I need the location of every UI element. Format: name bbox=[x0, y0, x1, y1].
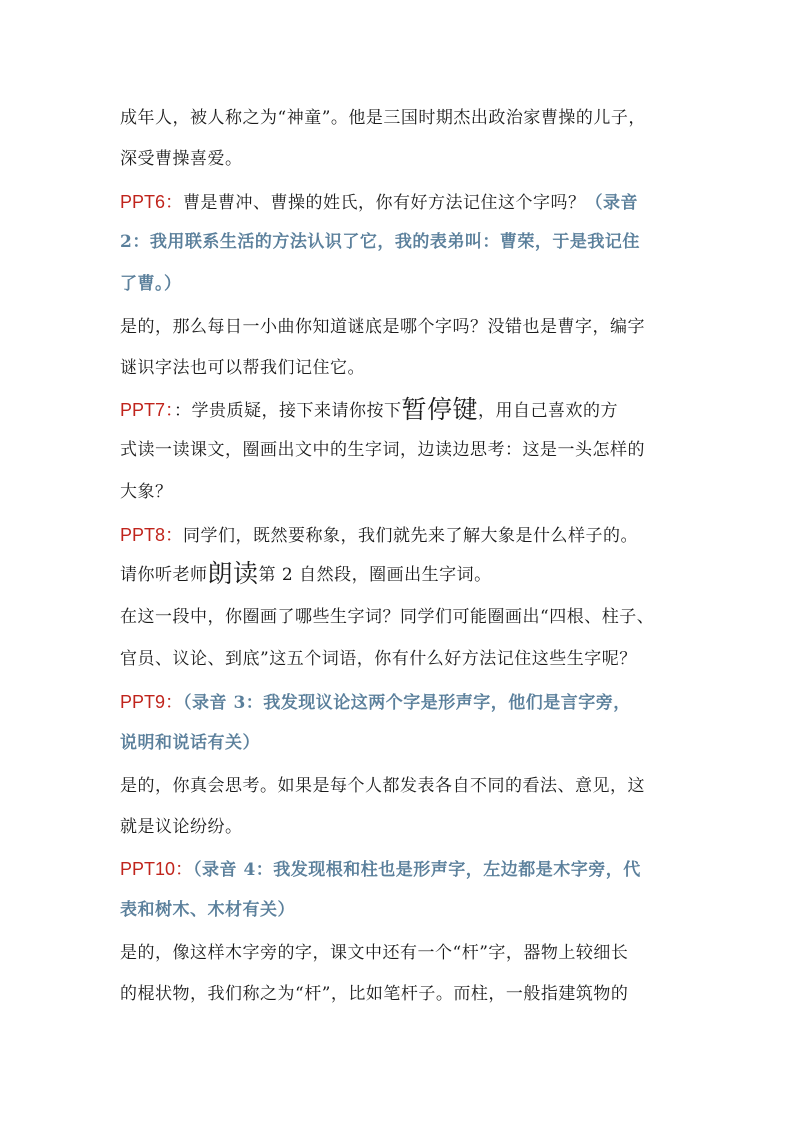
ppt6-label: PPT6 bbox=[120, 192, 166, 212]
paragraph-line: 就是议论纷纷。 bbox=[120, 817, 243, 837]
paragraph-line: 谜识字法也可以帮我们记住它。 bbox=[120, 358, 365, 378]
ppt9-line bbox=[120, 690, 631, 715]
ppt6-recording-line: 2：我用联系生活的方法认识了它，我的表弟叫：曹荣，于是我记住 bbox=[120, 232, 640, 252]
ppt7-text: ：学贵质疑，接下来请你按下 bbox=[174, 401, 402, 421]
ppt7-line bbox=[120, 395, 619, 424]
ppt6-recording-start: （录音 bbox=[585, 193, 639, 213]
read-aloud-emphasis: 朗读 bbox=[207, 559, 259, 588]
ppt10-recording: （录音 4：我发现根和柱也是形声字，左边都是木字旁，代 bbox=[193, 860, 641, 880]
ppt9-recording: （录音 3：我发现议论这两个字是形声字，他们是言字旁， bbox=[183, 693, 631, 713]
paragraph-line: 是的，那么每日一小曲你知道谜底是哪个字吗？没错也是曹字，编字 bbox=[120, 317, 645, 337]
ppt9-colon: ： bbox=[165, 692, 184, 712]
paragraph-line: 的棍状物，我们称之为“杆”，比如笔杆子。而柱，一般指建筑物的 bbox=[120, 984, 629, 1004]
ppt6-text: 曹是曹冲、曹操的姓氏，你有好方法记住这个字吗？ bbox=[183, 193, 586, 213]
pause-key-emphasis: 暂停键 bbox=[401, 395, 479, 424]
ppt10-colon: ： bbox=[175, 859, 194, 879]
paragraph-line: 官员、议论、到底”这五个词语，你有什么好方法记住这些生字呢？ bbox=[120, 649, 637, 669]
ppt10-line bbox=[120, 857, 641, 882]
ppt8-line-2 bbox=[120, 559, 492, 588]
ppt6-colon: ： bbox=[165, 192, 184, 212]
paragraph-line: 是的，像这样木字旁的字，课文中还有一个“杆”字，器物上较细长 bbox=[120, 943, 629, 963]
ppt8-text-pre: 请你听老师 bbox=[120, 565, 208, 585]
ppt6-line bbox=[120, 190, 638, 215]
ppt10-label: PPT10 bbox=[120, 859, 176, 879]
ppt8-text-post: 第 2 自然段，圈画出生字词。 bbox=[258, 565, 492, 585]
paragraph-line: 大象？ bbox=[120, 482, 173, 502]
ppt7-label: PPT7 bbox=[120, 400, 166, 420]
ppt10-recording-line: 表和树木、木材有关） bbox=[120, 900, 295, 920]
ppt9-recording-line: 说明和说话有关） bbox=[120, 733, 260, 753]
ppt8-colon: ： bbox=[165, 525, 184, 545]
ppt9-label: PPT9 bbox=[120, 692, 166, 712]
paragraph-line: 深受曹操喜爱。 bbox=[120, 149, 243, 169]
ppt6-recording-line: 了曹。） bbox=[120, 274, 182, 294]
ppt7-text-post: ，用自己喜欢的方 bbox=[478, 401, 619, 421]
ppt7-colon: ： bbox=[165, 400, 175, 420]
paragraph-line: 是的，你真会思考。如果是每个人都发表各自不同的看法、意见，这 bbox=[120, 776, 645, 796]
paragraph-line: 式读一读课文，圈画出文中的生字词，边读边思考：这是一头怎样的 bbox=[120, 440, 645, 460]
paragraph-line: 成年人，被人称之为“神童”。他是三国时期杰出政治家曹操的儿子， bbox=[120, 108, 646, 128]
ppt8-label: PPT8 bbox=[120, 525, 166, 545]
ppt8-line bbox=[120, 523, 638, 548]
paragraph-line: 在这一段中，你圈画了哪些生字词？同学们可能圈画出“四根、柱子、 bbox=[120, 607, 655, 627]
ppt8-text: 同学们，既然要称象，我们就先来了解大象是什么样子的。 bbox=[183, 526, 639, 546]
